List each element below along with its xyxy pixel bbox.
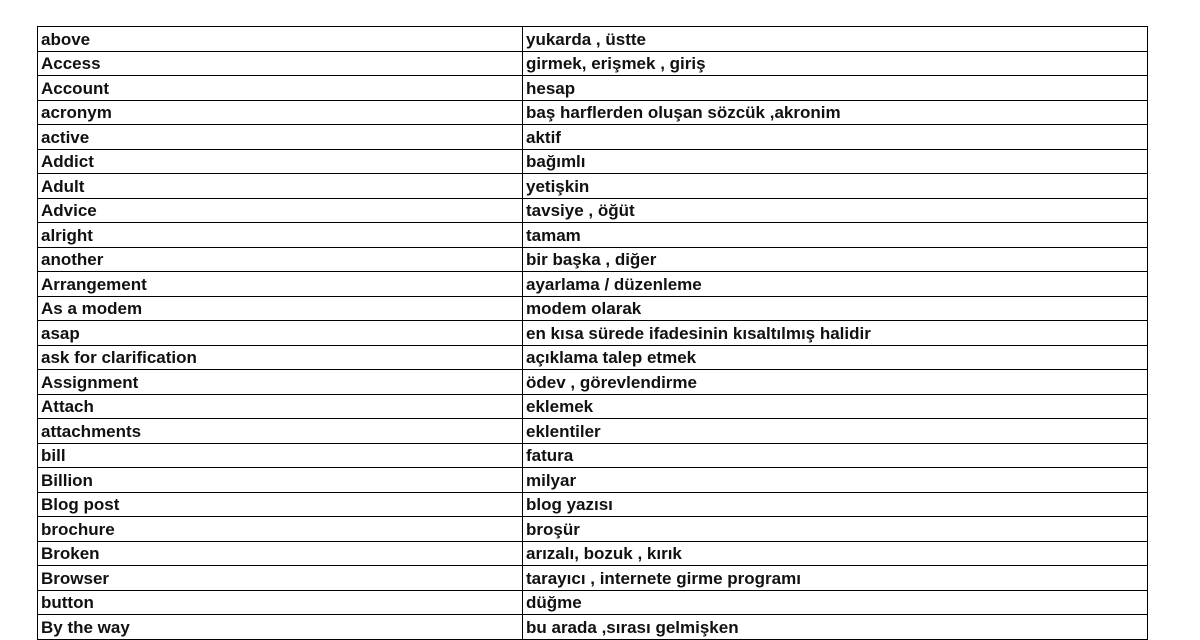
english-term-cell: Addict [38,149,523,174]
turkish-translation-cell: aktif [523,125,1148,150]
english-term-cell: Assignment [38,370,523,395]
english-term-cell: By the way [38,615,523,640]
turkish-translation-cell: tamam [523,223,1148,248]
turkish-translation-cell: açıklama talep etmek [523,345,1148,370]
table-row [38,541,1148,566]
turkish-translation-cell: broşür [523,517,1148,542]
english-term-cell: active [38,125,523,150]
turkish-translation-cell: hesap [523,76,1148,101]
english-term-cell: Billion [38,468,523,493]
turkish-translation-cell: bu arada ,sırası gelmişken [523,615,1148,640]
turkish-translation-cell: blog yazısı [523,492,1148,517]
english-term-cell: As a modem [38,296,523,321]
table-row [38,174,1148,199]
turkish-translation-cell: tavsiye , öğüt [523,198,1148,223]
turkish-translation-cell: en kısa sürede ifadesinin kısaltılmış halidir [523,321,1148,346]
english-term-cell: Access [38,51,523,76]
turkish-translation-cell: baş harflerden oluşan sözcük ,akronim [523,100,1148,125]
table-row [38,321,1148,346]
table-row [38,517,1148,542]
vocabulary-sheet [37,26,1147,640]
table-row [38,468,1148,493]
english-term-cell: Attach [38,394,523,419]
table-row [38,149,1148,174]
turkish-translation-cell: bağımlı [523,149,1148,174]
table-row [38,272,1148,297]
english-term-cell: attachments [38,419,523,444]
english-term-cell: button [38,590,523,615]
table-row [38,566,1148,591]
turkish-translation-cell: yetişkin [523,174,1148,199]
table-row [38,27,1148,52]
english-term-cell: brochure [38,517,523,542]
english-term-cell: Browser [38,566,523,591]
vocabulary-table [37,26,1148,640]
english-term-cell: Arrangement [38,272,523,297]
table-row [38,443,1148,468]
turkish-translation-cell: eklentiler [523,419,1148,444]
table-row [38,345,1148,370]
english-term-cell: above [38,27,523,52]
turkish-translation-cell: tarayıcı , internete girme programı [523,566,1148,591]
turkish-translation-cell: modem olarak [523,296,1148,321]
table-row [38,615,1148,640]
english-term-cell: Broken [38,541,523,566]
english-term-cell: Account [38,76,523,101]
english-term-cell: asap [38,321,523,346]
table-row [38,223,1148,248]
table-row [38,76,1148,101]
table-row [38,419,1148,444]
table-row [38,370,1148,395]
english-term-cell: Advice [38,198,523,223]
english-term-cell: acronym [38,100,523,125]
table-row [38,247,1148,272]
turkish-translation-cell: ayarlama / düzenleme [523,272,1148,297]
table-row [38,125,1148,150]
turkish-translation-cell: arızalı, bozuk , kırık [523,541,1148,566]
table-row [38,296,1148,321]
turkish-translation-cell: düğme [523,590,1148,615]
table-row [38,492,1148,517]
turkish-translation-cell: girmek, erişmek , giriş [523,51,1148,76]
english-term-cell: alright [38,223,523,248]
turkish-translation-cell: eklemek [523,394,1148,419]
english-term-cell: another [38,247,523,272]
english-term-cell: Adult [38,174,523,199]
english-term-cell: bill [38,443,523,468]
turkish-translation-cell: milyar [523,468,1148,493]
table-row [38,51,1148,76]
table-row [38,394,1148,419]
table-row [38,100,1148,125]
english-term-cell: Blog post [38,492,523,517]
turkish-translation-cell: ödev , görevlendirme [523,370,1148,395]
turkish-translation-cell: fatura [523,443,1148,468]
turkish-translation-cell: bir başka , diğer [523,247,1148,272]
turkish-translation-cell: yukarda , üstte [523,27,1148,52]
english-term-cell: ask for clarification [38,345,523,370]
table-row [38,590,1148,615]
table-row [38,198,1148,223]
